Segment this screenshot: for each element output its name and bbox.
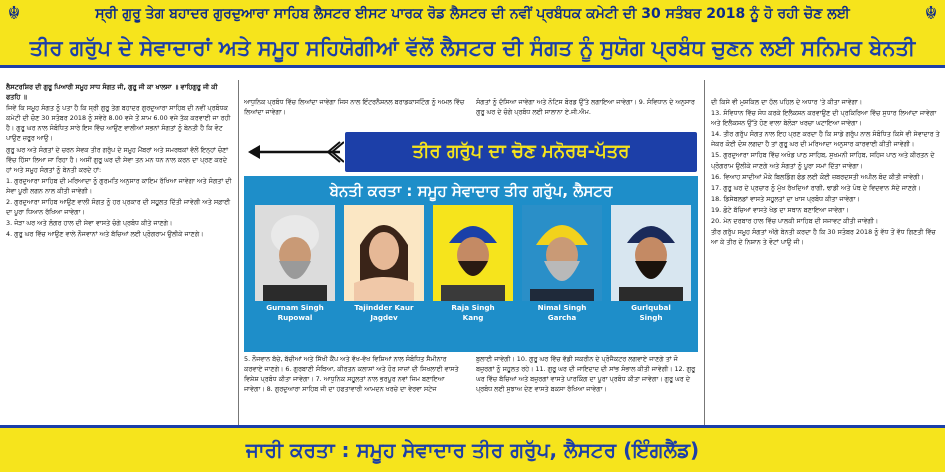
middle-top-left-text: ਆਧੁਨਿਕ ਪ੍ਰਬੰਧ ਵਿੱਚ ਲਿਆਂਦਾ ਜਾਵੇਗਾ ਜਿਸ ਨਾਲ ਇੰਟਰਨੈਸ਼ਨਲ ਬਰਾਡਕਾਸਟਿੰਗ ਨੂੰ ਅਮਲ ਵਿੱਚ ਲਿਆਂਦਾ ਜਾਵੇਗਾ। — [244, 98, 465, 117]
candidate-card — [522, 205, 602, 345]
footer-text: ਜਾਰੀ ਕਰਤਾ : ਸਮੂਹ ਸੇਵਾਦਾਰ ਤੀਰ ਗਰੁੱਪ, ਲੈਸਟਰ (ਇੰਗਲੈਂਡ) — [245, 438, 700, 462]
right-paragraph: 14. ਤੀਰ ਗਰੁੱਪ ਸੰਗਤ ਨਾਲ ਇਹ ਪ੍ਰਣ ਕਰਦਾ ਹੈ ਕਿ ਸਾਡੇ ਗਰੁੱਪ ਨਾਲ ਸੰਬੰਧਿਤ ਕਿਸੇ ਵੀ ਸੇਵਾਦਾਰ ਤੇ ਜੇਕਰ ਕੋਈ ਦੋਸ਼ ਲਗਦਾ ਹੈ ਤਾਂ ਗੁਰੂ ਘਰ ਦੀ ਮਰਿਆਦਾ ਅਨੁਸਾਰ ਕਾਰਵਾਈ ਕੀਤੀ ਜਾਵੇਗੀ। — [711, 130, 940, 149]
header-band-top — [0, 0, 945, 29]
left-paragraph: ਗੁਰੂ ਘਰ ਅਤੇ ਸੰਗਤਾਂ ਦੇ ਚਰਨ ਸੇਵਕ ਤੀਰ ਗਰੁੱਪ ਦੇ ਸਮੂਹ ਮੈਂਬਰਾਂ ਅਤੇ ਸਮਰਥਕਾਂ ਵੱਲੋਂ ਇਨ੍ਹਾਂ ਚੋਣਾਂ ਵਿੱਚ ਹਿੱਸਾ ਲਿਆ ਜਾ ਰਿਹਾ ਹੈ। ਅਸੀਂ ਗੁਰੂ ਘਰ ਦੀ ਸੇਵਾ ਤਨ ਮਨ ਧਨ ਨਾਲ ਕਰਨ ਦਾ ਪ੍ਰਣ ਕਰਦੇ ਹਾਂ ਅਤੇ ਸਮੂਹ ਸੰਗਤਾਂ ਨੂੰ ਬੇਨਤੀ ਕਰਦੇ ਹਾਂ: — [6, 145, 229, 174]
right-paragraph: ਤੀਰ ਗਰੁੱਪ ਸਮੂਹ ਸੰਗਤਾਂ ਅੱਗੇ ਬੇਨਤੀ ਕਰਦਾ ਹੈ ਕਿ 30 ਸਤੰਬਰ 2018 ਨੂੰ ਵੱਧ ਤੋਂ ਵੱਧ ਗਿਣਤੀ ਵਿੱਚ ਆ ਕੇ ਤੀਰ ਦੇ ਨਿਸ਼ਾਨ ਤੇ ਵੋਟਾਂ ਪਾਉ ਜੀ। — [711, 228, 936, 247]
candidate-photo — [255, 205, 335, 301]
footer-band — [0, 425, 945, 472]
left-column — [6, 82, 232, 422]
candidate-photo — [611, 205, 691, 301]
header-line1: ਸ੍ਰੀ ਗੁਰੂ ਤੇਗ ਬਹਾਦਰ ਗੁਰਦੁਆਰਾ ਸਾਹਿਬ ਲੈਸਟਰ ਈਸਟ ਪਾਰਕ ਰੋਡ ਲੈਸਟਰ ਦੀ ਨਵੀਂ ਪ੍ਰਬੰਧਕ ਕਮੇਟੀ ਦੀ 30 ਸਤੰਬਰ 2018 ਨੂੰ ਹੋ ਰਹੀ ਚੋਣ ਲਈ — [95, 6, 850, 22]
right-paragraph: 20. ਮੇਨ ਦਰਬਾਰ ਹਾਲ ਵਿੱਚ ਪਾਲਕੀ ਸਾਹਿਬ ਦੀ ਸਜਾਵਟ ਕੀਤੀ ਜਾਵੇਗੀ। — [711, 217, 879, 226]
middle-bottom-left-text: 5. ਨੌਜਵਾਨ ਬੱਚੇ, ਬੱਚੀਆਂ ਅਤੇ ਸਿੱਖੀ ਕੈਂਪ ਅਤੇ ਵੱਖ-ਵੱਖ ਵਿਸ਼ਿਆਂ ਨਾਲ ਸੰਬੰਧਿਤ ਸੈਮੀਨਾਰ ਕਰਵਾਏ ਜਾਣਗੇ। 6. ਗੁਰਬਾਣੀ ਸੰਥਿਆ, ਕੀਰਤਨ ਕਲਾਸਾਂ ਅਤੇ ਹੋਰ ਸਾਜ਼ਾਂ ਦੀ ਸਿਖਲਾਈ ਵਾਸਤੇ ਵਿਸ਼ੇਸ਼ ਪ੍ਰਬੰਧ ਕੀਤਾ ਜਾਵੇਗਾ। 7. ਆਧੁਨਿਕ ਸਹੂਲਤਾਂ ਨਾਲ ਭਰਪੂਰ ਨਵਾਂ ਜਿਮ ਬਣਾਇਆ ਜਾਵੇਗਾ। 8. ਗੁਰਦੁਆਰਾ ਸਾਹਿਬ ਜੀ ਦਾ ਹਫਤਾਵਾਰੀ ਆਮਦਨ ਖਰਚੇ ਦਾ ਵੇਰਵਾ ਸਟੇਜ — [244, 355, 459, 394]
right-column — [711, 97, 941, 424]
candidate-name: Raja Singh Kang — [451, 303, 495, 322]
left-paragraph: 4. ਗੁਰੂ ਘਰ ਵਿੱਚ ਆਉਣ ਵਾਲੇ ਨੌਜਵਾਨਾਂ ਅਤੇ ਬੱਚਿਆਂ ਲਈ ਪ੍ਰੋਗਰਾਮ ਉਲੀਕੇ ਜਾਣਗੇ। — [6, 230, 204, 239]
column-divider — [238, 80, 239, 425]
khanda-icon: ☬ — [7, 3, 21, 24]
left-paragraph: 2. ਗੁਰਦੁਆਰਾ ਸਾਹਿਬ ਆਉਣ ਵਾਲੀ ਸੰਗਤ ਨੂੰ ਹਰ ਪ੍ਰਕਾਰ ਦੀ ਸਹੂਲਤ ਦਿੱਤੀ ਜਾਵੇਗੀ ਅਤੇ ਸਫ਼ਾਈ ਦਾ ਪੂਰਾ ਧਿਆਨ ਰੱਖਿਆ ਜਾਵੇਗਾ। — [6, 198, 231, 217]
right-paragraph: ਦੀ ਕਿਸੇ ਵੀ ਮੁਸ਼ਕਿਲ ਦਾ ਹੱਲ ਪਹਿਲ ਦੇ ਅਧਾਰ 'ਤੇ ਕੀਤਾ ਜਾਵੇਗਾ। — [711, 98, 863, 106]
candidate-card — [255, 205, 335, 345]
header-band-main — [0, 29, 945, 68]
candidate-photo — [344, 205, 424, 301]
candidate-photo — [522, 205, 602, 301]
candidate-name: Gurnam Singh Rupowal — [266, 303, 324, 322]
request-by: ਬੇਨਤੀ ਕਰਤਾ : ਸਮੂਹ ਸੇਵਾਦਾਰ ਤੀਰ ਗਰੁੱਪ, ਲੈਸਟਰ — [329, 182, 613, 200]
arrow-icon — [244, 132, 344, 172]
left-paragraph: ਜਿਵੇਂ ਕਿ ਸਮੂਹ ਸੰਗਤ ਨੂੰ ਪਤਾ ਹੈ ਕਿ ਸ੍ਰੀ ਗੁਰੂ ਤੇਗ ਬਹਾਦਰ ਗੁਰਦੁਆਰਾ ਸਾਹਿਬ ਦੀ ਨਵੀਂ ਪ੍ਰਬੰਧਕ ਕਮੇਟੀ ਦੀ ਚੋਣ 30 ਸਤੰਬਰ 2018 ਨੂੰ ਸਵੇਰੇ 8.00 ਵਜੇ ਤੋਂ ਸ਼ਾਮ 6.00 ਵਜੇ ਤੱਕ ਕਰਵਾਈ ਜਾ ਰਹੀ ਹੈ। ਗੁਰੂ ਘਰ ਨਾਲ ਸੰਬੰਧਿਤ ਸਾਰੇ ਇਸ ਵਿੱਚ ਆਉਣ ਵਾਲੀਆਂ ਸਭਨਾਂ ਸੰਗਤਾਂ ਨੂੰ ਬੇਨਤੀ ਹੈ ਕਿ ਵੋਟ ਪਾਉਣ ਜ਼ਰੂਰ ਆਉ। — [6, 104, 231, 143]
candidate-name: Nimal Singh Garcha — [537, 303, 587, 322]
khanda-icon: ☬ — [924, 3, 938, 24]
right-paragraph: 15. ਗੁਰਦੁਆਰਾ ਸਾਹਿਬ ਵਿੱਚ ਅਖੰਡ ਪਾਠ ਸਾਹਿਬ, ਸੁਖਮਨੀ ਸਾਹਿਬ, ਸਹਿਜ ਪਾਠ ਅਤੇ ਕੀਰਤਨ ਦੇ ਪ੍ਰੋਗਰਾਮ ਉਲੀਕੇ ਜਾਣਗੇ ਅਤੇ ਸੰਗਤਾਂ ਨੂੰ ਪੂਰਾ ਸਮਾਂ ਦਿੱਤਾ ਜਾਵੇਗਾ। — [711, 151, 935, 170]
header-line2: ਤੀਰ ਗਰੁੱਪ ਦੇ ਸੇਵਾਦਾਰਾਂ ਅਤੇ ਸਮੂਹ ਸਹਿਯੋਗੀਆਂ ਵੱਲੋਂ ਲੈਸਟਰ ਦੀ ਸੰਗਤ ਨੂੰ ਸੁਯੋਗ ਪ੍ਰਬੰਧ ਚੁਣਨ ਲਈ ਸਨਿਮਰ ਬੇਨਤੀ — [29, 36, 916, 60]
right-paragraph: 19. ਛੋਟੇ ਬੱਚਿਆਂ ਵਾਸਤੇ ਖੇਡ ਦਾ ਸਥਾਨ ਬਣਾਇਆ ਜਾਵੇਗਾ। — [711, 205, 849, 214]
right-paragraph: 17. ਗੁਰੂ ਘਰ ਦੇ ਪ੍ਰਚਾਰ ਨੂੰ ਮੁੱਖ ਰੱਖਦਿਆਂ ਰਾਗੀ, ਢਾਡੀ ਅਤੇ ਪੰਥ ਦੇ ਵਿਦਵਾਨ ਸੱਦੇ ਜਾਣਗੇ। — [711, 183, 921, 192]
candidate-card — [433, 205, 513, 345]
right-paragraph: 18. ਡਿਸੇਬਲਡਾਂ ਵਾਸਤੇ ਸਹੂਲਤਾਂ ਦਾ ਖ਼ਾਸ ਪ੍ਰਬੰਧ ਕੀਤਾ ਜਾਵੇਗਾ। — [711, 194, 860, 203]
left-paragraph: 3. ਜੋੜਾ ਘਰ ਅਤੇ ਲੰਗਰ ਹਾਲ ਦੀ ਸੇਵਾ ਵਾਸਤੇ ਚੰਗੇ ਪ੍ਰਬੰਧ ਕੀਤੇ ਜਾਣਗੇ। — [6, 219, 173, 228]
right-paragraph: 16. ਵਿਆਹ ਸ਼ਾਦੀਆਂ ਮੌਕੇ ਬਿਲਡਿੰਗ ਫੰਡ ਲਈ ਕੋਈ ਜ਼ਬਰਦਸਤੀ ਅਪੀਲ ਬੰਦ ਕੀਤੀ ਜਾਵੇਗੀ। — [711, 172, 924, 181]
left-paragraph: 1. ਗੁਰਦੁਆਰਾ ਸਾਹਿਬ ਦੀ ਮਰਿਆਦਾ ਨੂੰ ਗੁਰਮਤਿ ਅਨੁਸਾਰ ਕਾਇਮ ਰੱਖਿਆ ਜਾਵੇਗਾ ਅਤੇ ਸੰਗਤਾਂ ਦੀ ਸੇਵਾ ਪੂਰੀ ਲਗਨ ਨਾਲ ਕੀਤੀ ਜਾਵੇਗੀ। — [6, 176, 232, 195]
candidate-name: Tajindder Kaur Jagdev — [354, 303, 414, 322]
candidate-name: Gurlqubal Singh — [631, 303, 671, 322]
candidate-card — [344, 205, 424, 345]
middle-top-right-text: ਸੰਗਤਾਂ ਨੂੰ ਦੱਸਿਆ ਜਾਵੇਗਾ ਅਤੇ ਨੋਟਿਸ ਬੋਰਡ ਉੱਤੇ ਲਗਾਇਆ ਜਾਵੇਗਾ। 9. ਸੰਵਿਧਾਨ ਦੇ ਅਨੁਸਾਰ ਗੁਰੂ ਘਰ ਦੇ ਚੰਗੇ ਪ੍ਰਬੰਧ ਲਈ ਸਾਲਾਨਾ ਏ.ਜੀ.ਐਮ. — [476, 98, 695, 117]
greeting: ਲੈਸਟਰਸ਼ਿਰ ਦੀ ਗੁਰੂ ਪਿਆਰੀ ਸਮੂਹ ਸਾਧ ਸੰਗਤ ਜੀ, ਗੁਰੂ ਜੀ ਕਾ ਖਾਲਸਾ ॥ ਵਾਹਿਗੁਰੂ ਜੀ ਕੀ ਫਤਹਿ ॥ — [6, 83, 218, 102]
middle-bottom-right-text: ਬੁਲਾਈ ਜਾਵੇਗੀ। 10. ਗੁਰੂ ਘਰ ਵਿੱਚ ਵੱਡੀ ਸਕਰੀਨ ਦੇ ਪ੍ਰੋਜੈਕਟਰ ਲਗਵਾਏ ਜਾਣਗੇ ਤਾਂ ਜੋ ਬਜ਼ੁਰਗਾਂ ਨੂੰ ਸਹੂਲਤ ਰਹੇ। 11. ਗੁਰੂ ਘਰ ਦੀ ਜਾਇਦਾਦ ਦੀ ਸਾਂਭ ਸੰਭਾਲ ਕੀਤੀ ਜਾਵੇਗੀ। 12. ਗੁਰੂ ਘਰ ਵਿੱਚ ਬੱਚਿਆਂ ਅਤੇ ਬਜ਼ੁਰਗਾਂ ਵਾਸਤੇ ਪਾਰਕਿੰਗ ਦਾ ਪੂਰਾ ਪ੍ਰਬੰਧ ਕੀਤਾ ਜਾਵੇਗਾ। ਗੁਰੂ ਘਰ ਦੇ ਪ੍ਰਬੰਧ ਲਈ ਸੁਝਾਅ ਦੇਣ ਵਾਸਤੇ ਬਕਸਾ ਰੱਖਿਆ ਜਾਵੇਗਾ। — [476, 355, 696, 394]
candidate-photo — [433, 205, 513, 301]
manifesto-title: ਤੀਰ ਗਰੁੱਪ ਦਾ ਚੋਣ ਮਨੋਰਥ-ਪੱਤਰ — [412, 141, 630, 162]
column-divider — [704, 80, 705, 425]
right-paragraph: 13. ਸੰਵਿਧਾਨ ਵਿੱਚ ਸੋਧ ਕਰਕੇ ਇਲੈਕਸ਼ਨ ਕਰਵਾਉਣ ਦੀ ਪ੍ਰਕਿਰਿਆ ਵਿੱਚ ਸੁਧਾਰ ਲਿਆਂਦਾ ਜਾਵੇਗਾ ਅਤੇ ਇਲੈਕਸ਼ਨ ਉੱਤੇ ਹੋਣ ਵਾਲਾ ਬੇਲੋੜਾ ਖਰਚਾ ਘਟਾਇਆ ਜਾਵੇਗਾ। — [711, 109, 937, 128]
candidate-card — [611, 205, 691, 345]
manifesto-title-box — [345, 132, 697, 172]
